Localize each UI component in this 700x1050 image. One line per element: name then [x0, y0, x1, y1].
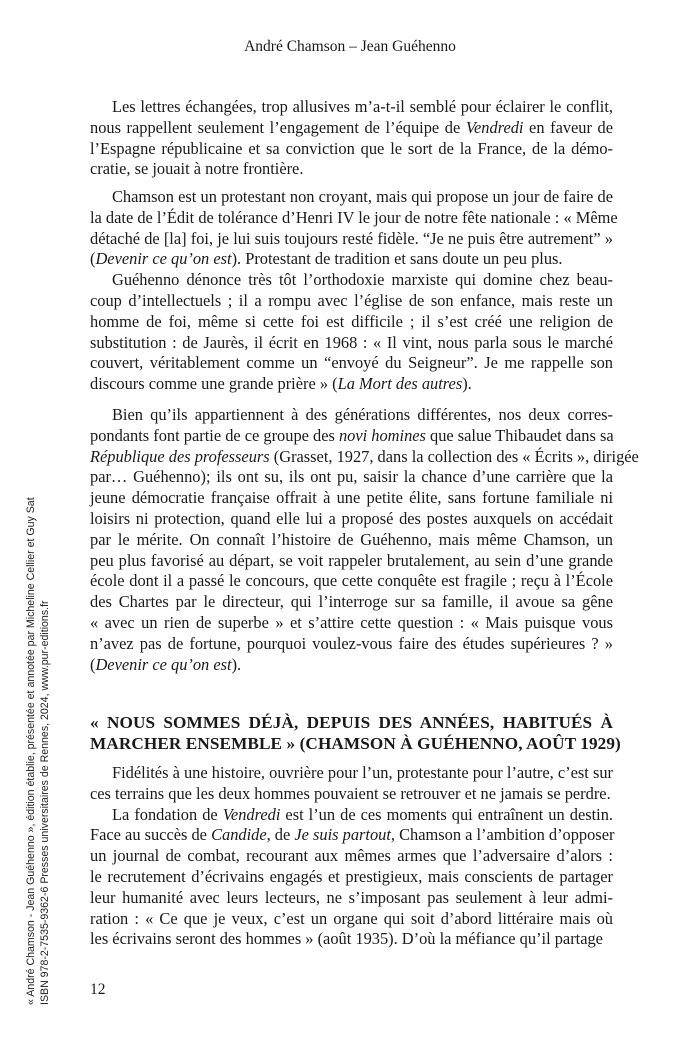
text-line — [90, 229, 613, 250]
text-line — [90, 405, 613, 426]
text-segment: , Chamson a l’ambition d’opposer — [390, 825, 615, 845]
side-credit-line: « André Chamson - Jean Guéhenno », édition établie, présentée et annotée par Micheline Cellier et Guy Sat — [25, 497, 37, 1005]
text-line — [90, 312, 613, 333]
italic-title: Vendredi — [222, 804, 281, 824]
text-line — [90, 426, 613, 447]
italic-title: Candide — [211, 825, 267, 845]
text-line — [90, 291, 613, 312]
text-line — [90, 187, 613, 208]
text-segment: ). — [462, 374, 472, 394]
text-segment: école dont il a passé le concours, que cette conquête est fragile ; reçu à l’École — [90, 571, 613, 591]
paragraph — [90, 405, 639, 675]
text-segment: homme de foi, même si cette foi est difficile ; il s’est créé une religion de — [90, 311, 613, 331]
section-heading — [90, 712, 621, 754]
text-line — [90, 929, 613, 950]
text-segment: coup d’intellectuels ; il a rompu avec l’église de son enfance, mais reste un — [90, 290, 613, 310]
text-line — [90, 118, 613, 139]
text-line — [90, 763, 613, 784]
text-segment: , de — [266, 825, 295, 845]
heading-line: MARCHER ENSEMBLE » (CHAMSON À GUÉHENNO, AOÛT 1929) — [90, 734, 621, 753]
side-credit — [24, 497, 52, 1005]
text-segment: par… Guéhenno); ils ont su, ils ont pu, saisir la chance d’une carrière que la — [90, 467, 613, 487]
text-line — [90, 571, 613, 592]
italic-title: Devenir ce qu’on est — [95, 249, 232, 269]
text-line — [90, 784, 613, 805]
text-segment: ). — [231, 654, 242, 674]
text-segment: ration : « Ce que je veux, c’est un organe qui soit d’abord littéraire mais où — [90, 908, 613, 928]
text-segment: par le mérite. On connaît l’histoire de Guéhenno, mais même Chamson, un — [90, 529, 613, 549]
text-line — [90, 846, 613, 867]
text-line — [90, 825, 613, 846]
paragraph-block-1 — [90, 97, 613, 180]
italic-title: Devenir ce qu’on est — [95, 654, 232, 674]
text-segment: peu plus favorisé au départ, se voit rappeler brutalement, au sein d’une grande — [90, 550, 613, 570]
italic-title: novi homines — [338, 425, 426, 445]
heading-line: « NOUS SOMMES DÉJÀ, DEPUIS DES ANNÉES, HABITUÉS À — [90, 713, 613, 732]
text-line — [90, 353, 613, 374]
text-segment: n’avez pas de fortune, pourquoi voulez-vous faire des études supérieures ? » — [90, 633, 613, 653]
text-segment: en faveur de — [523, 117, 614, 137]
text-segment: jeune démocratie française offrait à une petite élite, sans fortune familiale ni — [90, 488, 613, 508]
text-line — [90, 467, 613, 488]
paragraph — [90, 270, 613, 395]
text-segment: loisirs ni protection, quand elle lui a proposé des postes auxquels on accédait — [90, 508, 613, 528]
text-line — [90, 592, 613, 613]
page-number: 12 — [90, 981, 106, 998]
text-segment: nous rappellent seulement l’engagement de l’équipe de — [90, 117, 466, 137]
text-segment: discours comme une grande prière » ( — [90, 374, 338, 394]
text-segment: ). Protestant de tradition et sans doute un peu plus. — [231, 249, 563, 269]
text-segment: la date de l’Édit de tolérance d’Henri IV le jour de notre fête nationale : « Même — [90, 207, 618, 227]
text-line — [90, 909, 613, 930]
text-line — [90, 270, 613, 291]
text-line — [90, 530, 613, 551]
text-segment: ces terrains que les deux hommes pouvaient se retrouver et ne jamais se perdre. — [90, 783, 611, 803]
text-segment: Les lettres échangées, trop allusives m’a-t-il semblé pour éclairer le conflit, — [112, 97, 613, 116]
text-line — [90, 634, 613, 655]
text-segment: Fidélités à une histoire, ouvrière pour l’un, protestante pour l’autre, c’est sur — [112, 763, 613, 782]
text-segment: « avec un rien de superbe » et s’attire cette question : « Mais puisque vous — [90, 612, 613, 632]
text-segment: un journal de combat, recourant aux mêmes armes que l’adversaire d’alors : — [90, 846, 613, 866]
text-segment: Face au succès de — [90, 825, 212, 845]
text-line — [90, 551, 613, 572]
paragraph-block-3 — [90, 405, 639, 675]
text-segment: est l’un de ces moments qui entraînent un destin. — [280, 804, 613, 824]
text-segment: le recrutement d’écrivains engagés et prestigieux, mais conscients de partager — [90, 866, 613, 886]
text-segment: (Grasset, 1927, dans la collection des « Écrits », dirigée — [269, 446, 639, 466]
text-segment: couvert, véritablement comme un “envoyé du Seigneur”. Je me rappelle son — [90, 353, 613, 373]
text-segment: Bien qu’ils appartiennent à des générations différentes, nos deux corres- — [112, 405, 613, 424]
text-segment: ( — [90, 249, 96, 269]
text-line — [90, 139, 613, 160]
text-line — [90, 805, 613, 826]
italic-title: Vendredi — [465, 117, 524, 137]
text-segment: leur humanité avec leurs lecteurs, ne s’imposant pas seulement à leur admi- — [90, 887, 613, 907]
paragraph-block-4 — [90, 763, 613, 950]
paragraph — [90, 763, 613, 805]
text-line — [90, 867, 613, 888]
running-head: André Chamson – Jean Guéhenno — [244, 38, 456, 55]
text-line — [90, 97, 613, 118]
text-line — [90, 333, 613, 354]
paragraph — [90, 187, 618, 270]
paragraph-block-2 — [90, 187, 618, 395]
side-credit-line: ISBN 978-2-7535-9362-6 Presses universitaires de Rennes, 2024, www.pur-editions.fr — [39, 600, 51, 1005]
text-segment: les écrivains seront des hommes » (août 1935). D’où la méfiance qu’il partage — [90, 929, 603, 949]
text-line — [90, 509, 613, 530]
text-segment: cratie, se jouait à notre frontière. — [90, 159, 304, 179]
text-segment: l’Espagne républicaine et sa conviction que le sort de la France, de la démo- — [90, 138, 613, 158]
text-line — [90, 374, 613, 395]
text-segment: pondants font partie de ce groupe des — [90, 425, 339, 445]
text-line — [90, 655, 613, 676]
paragraph — [90, 805, 613, 951]
text-line — [90, 159, 613, 180]
text-segment: détaché de [la] foi, je lui suis toujours resté fidèle. “Je ne puis être autrement” » — [90, 228, 613, 248]
text-segment: La fondation de — [112, 804, 223, 824]
text-line — [90, 888, 613, 909]
paragraph — [90, 97, 613, 180]
italic-title: République des professeurs — [90, 446, 270, 466]
text-line — [90, 207, 618, 229]
text-segment: substitution : de Jaurès, il écrit en 1968 : « Il vint, nous parla sous le marché — [90, 332, 613, 352]
text-line — [90, 249, 613, 270]
text-line — [90, 613, 613, 634]
text-segment: des Chartes par le directeur, qui l’interroge sur sa famille, il avoue sa gêne — [90, 592, 613, 612]
text-segment: ( — [90, 654, 96, 674]
text-line — [90, 488, 613, 509]
text-line — [90, 446, 639, 468]
text-segment: Chamson est un protestant non croyant, mais qui propose un jour de faire de — [112, 187, 613, 206]
italic-title: Je suis partout — [294, 825, 391, 845]
text-segment: Guéhenno dénonce très tôt l’orthodoxie marxiste qui domine chez beau- — [112, 270, 613, 290]
text-segment: que salue Thibaudet dans sa — [425, 425, 614, 445]
italic-title: La Mort des autres — [337, 374, 463, 394]
